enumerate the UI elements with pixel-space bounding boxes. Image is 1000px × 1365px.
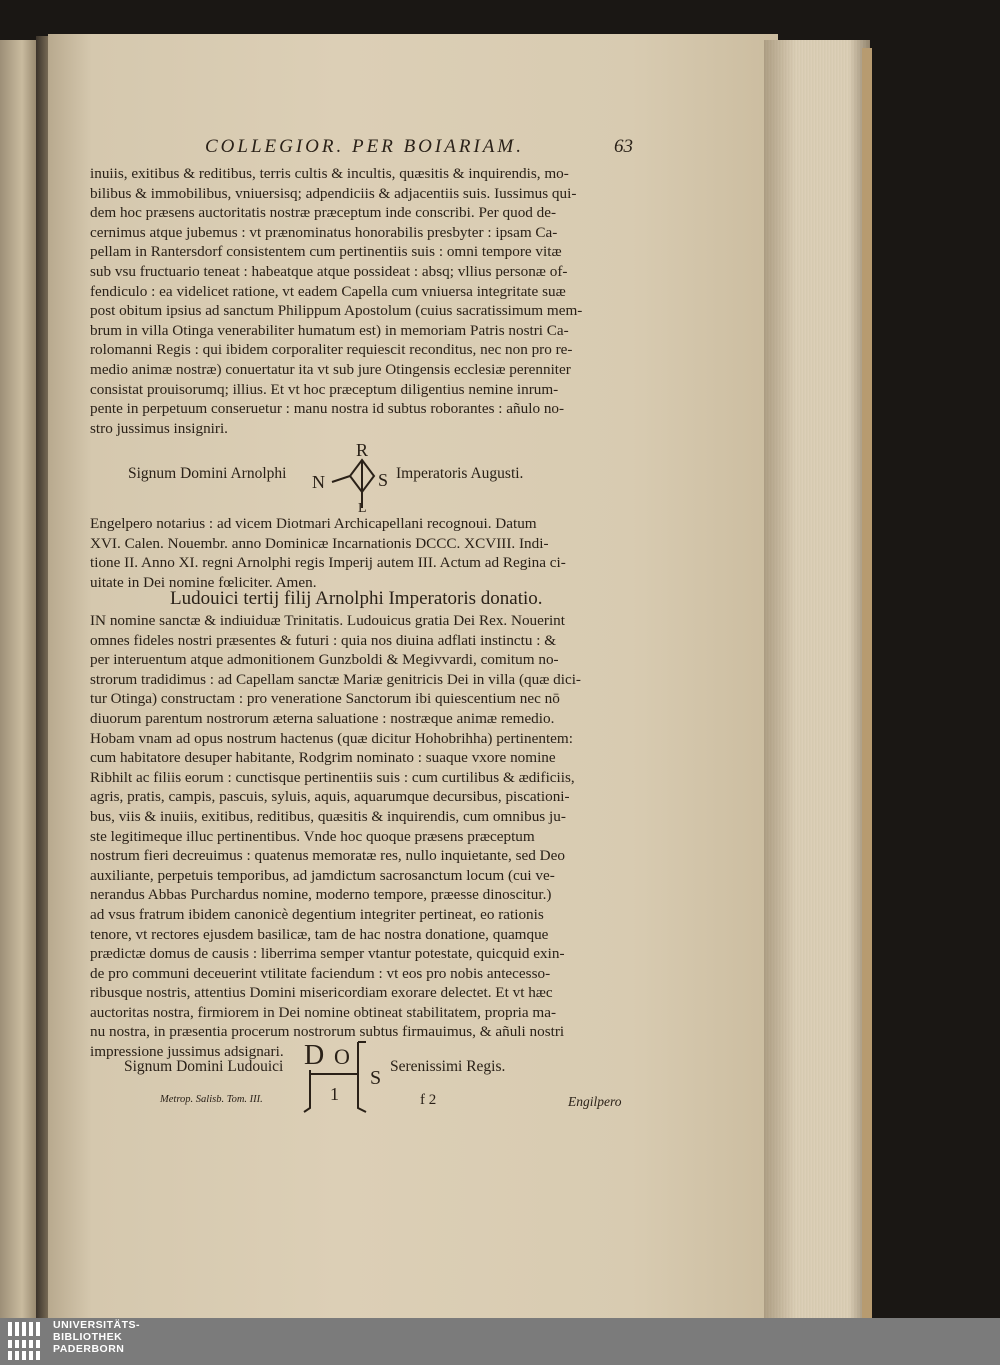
text-line: de pro communi deceuerint vtilitate faciendum : vt eos pro nobis antecesso- <box>90 964 551 982</box>
signature-2-left: Signum Domini Ludouici <box>124 1058 284 1075</box>
signature-1-right: Imperatoris Augusti. <box>396 465 524 482</box>
text-line: nu nostra, in præsentia procerum nostrorum subtus firmauimus, & añuli nostri <box>90 1023 565 1041</box>
text-line: consistat prouisorumq; illius. Et vt hoc præceptum diligentius nemine inrum- <box>90 380 559 398</box>
monogram-letter-o: O <box>334 1044 350 1069</box>
text-line: ste legitimeque illuc pertinentibus. Vnde hoc quoque præsens præceptum <box>90 827 535 845</box>
library-name-line-1: UNIVERSITÄTS- <box>53 1319 141 1331</box>
text-line: ribusque nostris, attentius Domini misericordiam exorare delectet. Et vt hæc <box>90 984 553 1002</box>
text-line: medio animæ nostræ) conuertatur ita vt sub jure Otingensis ecclesiæ perenniter <box>90 360 571 378</box>
text-line: XVI. Calen. Nouembr. anno Dominicæ Incarnationis DCCC. XCVIII. Indi- <box>90 534 549 552</box>
text-line: omnes fideles nostri præsentes & futuri : quia nos diuina adflati instinctu : & <box>90 631 557 649</box>
text-line: impressione jussimus adsignari. <box>90 1043 284 1061</box>
paragraph-2 <box>90 514 636 592</box>
text-line: bus, viis & inuiis, exitibus, reditibus, quæsitis & inquirendis, cum omnibus ju- <box>90 807 566 825</box>
library-footer-bar <box>0 1318 1000 1365</box>
running-title: COLLEGIOR. PER BOIARIAM. <box>205 136 524 157</box>
footer-catchword: Engilpero <box>568 1094 622 1109</box>
monogram-ludouici <box>300 1038 396 1116</box>
text-line: cum habitatore desuper habitante, Rodgrim nominato : suaque vxore nomine <box>90 749 556 767</box>
text-line: brum in villa Otinga venerabiliter humatum est) in memoriam Patris nostri Ca- <box>90 321 569 339</box>
text-line: cernimus atque jubemus : vt prænominatus honorabilis presbyter : ipsam Ca- <box>90 223 558 241</box>
text-line: strorum tradidimus : ad Capellam sanctæ Mariæ genitricis Dei in villa (quæ dici- <box>90 670 581 688</box>
text-line: post obitum ipsius ad sanctum Philippum Apostolum (cuius sacratissimum mem- <box>90 302 583 320</box>
signature-1-left: Signum Domini Arnolphi <box>128 465 287 482</box>
signature-2-right: Serenissimi Regis. <box>390 1058 506 1075</box>
text-line: auxiliante, perpetuis temporibus, ad jamdictum sacrosanctum locum (cui ve- <box>90 866 555 884</box>
running-header <box>205 136 635 166</box>
text-line: nerandus Abbas Purchardus nomine, moderno tempore, præesse dinoscitur.) <box>90 886 552 904</box>
text-line: pente in perpetuum conseruetur : manu nostra id subtus roborantes : añulo no- <box>90 400 565 418</box>
text-line: dem hoc præsens auctoritatis nostræ præceptum inde conscribi. Per quod de- <box>90 204 557 222</box>
monogram-letter-d: D <box>304 1040 325 1071</box>
text-line: inuiis, exitibus & reditibus, terris cultis & incultis, quæsitis & inquirendis, mo- <box>90 165 569 182</box>
paragraph-1 <box>90 164 636 438</box>
text-line: IN nomine sanctæ & indiuiduæ Trinitatis. Ludouicus gratia Dei Rex. Nouerint <box>90 612 565 629</box>
monogram-letter-1: 1 <box>330 1084 339 1104</box>
footer-gathering-mark: f 2 <box>420 1092 437 1108</box>
text-line: per interuentum atque admonitionem Gunzboldi & Megivvardi, comitum no- <box>90 651 559 669</box>
monogram-letter-s: S <box>370 1067 382 1089</box>
text-line: Engelpero notarius : ad vicem Diotmari Archicapellani recognoui. Datum <box>90 515 537 532</box>
text-line: uitate in Dei nomine fœliciter. Amen. <box>90 573 317 591</box>
monogram-letter-r: R <box>356 440 369 460</box>
library-name <box>53 1320 140 1355</box>
left-page-edge <box>0 40 40 1318</box>
text-line: ad vsus fratrum ibidem canonicè degentium integriter pertineat, eo rationis <box>90 905 544 923</box>
library-name-line-2: BIBLIOTHEK <box>53 1330 123 1343</box>
text-line: tur Otinga) constructam : pro veneratione Sanctorum ibi quiescentium nec nō <box>90 690 560 708</box>
section-heading: Ludouici tertij filij Arnolphi Imperatoris donatio. <box>170 588 543 609</box>
monogram-letter-n: N <box>312 472 325 492</box>
page-stack-shade <box>764 40 870 1318</box>
footer-signature-mark: Metrop. Salisb. Tom. III. <box>160 1094 263 1105</box>
cover-edge <box>862 48 872 1318</box>
text-line: auctoritas nostra, firmiorem in Dei nomine obtineat stabilitatem, propria ma- <box>90 1003 557 1021</box>
text-line: pellam in Rantersdorf consistentem cum pertinentiis suis : omni tempore vitæ <box>90 243 562 261</box>
page-number: 63 <box>614 136 633 157</box>
text-line: sub vsu fructuario teneat : habeatque atque possideat : absq; vllius personæ of- <box>90 262 568 280</box>
monogram-arnolphi <box>312 438 394 514</box>
text-line: fendiculo : ea videlicet ratione, vt eadem Capella cum vniuersa integritate suæ <box>90 282 566 300</box>
text-line: agris, pratis, campis, pascuis, syluis, aquis, aquarumque decursibus, piscationi- <box>90 788 570 806</box>
text-line: nostrum fieri decreuimus : quatenus memoratæ res, nullo inquietante, sed Deo <box>90 847 565 865</box>
text-line: rolomanni Regis : qui ibidem corporaliter requiescit reconditus, nec non pro re- <box>90 341 573 359</box>
text-line: tenore, vt rectores ejusdem basilicæ, tam de hac nostra donatione, quamque <box>90 925 549 943</box>
text-line: bilibus & immobilibus, vniuersisq; adpendiciis & adjacentiis suis. Iussimus qui- <box>90 184 577 202</box>
text-line: diuorum parentum nostrorum æterna saluatione : nostræque animæ remedio. <box>90 709 555 727</box>
library-name-line-3: PADERBORN <box>53 1342 125 1355</box>
text-line: tione II. Anno XI. regni Arnolphi regis Imperij autem III. Actum ad Regina ci- <box>90 554 566 572</box>
text-line: Ribhilt ac filiis eorum : cunctisque pertinentiis suis : cum curtilibus & ædificiis, <box>90 768 575 786</box>
monogram-letter-s: S <box>378 470 389 490</box>
library-logo-icon <box>6 1320 46 1362</box>
text-line: Hobam vnam ad opus nostrum hactenus (quæ dicitur Hohobrihha) pertinentem: <box>90 729 573 747</box>
text-line: prædictæ domus de causis : liberrima semper vtantur potestate, quicquid exin- <box>90 945 565 963</box>
paragraph-3 <box>90 611 636 1062</box>
monogram-letter-l: L <box>358 501 367 514</box>
text-line: stro jussimus insigniri. <box>90 419 228 437</box>
